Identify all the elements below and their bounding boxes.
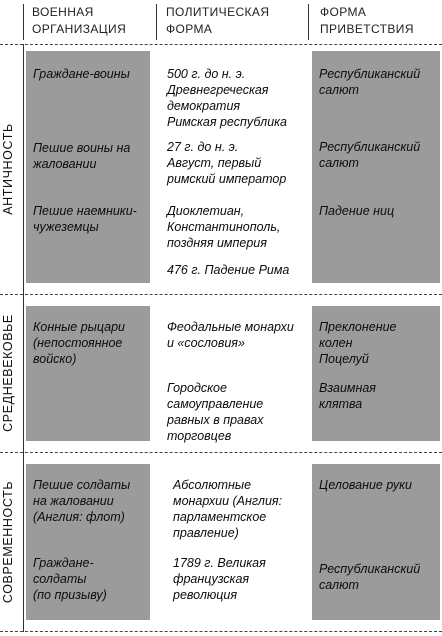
greeting-entry: Республиканский салют: [319, 140, 421, 170]
header-separator: [23, 4, 24, 40]
military-entry: Конные рыцари (непостоянное войско): [33, 320, 125, 366]
row-label-modern: СОВРЕМЕННОСТЬ: [1, 480, 16, 604]
header-political-form: ПОЛИТИЧЕСКАЯ ФОРМА: [166, 5, 270, 36]
row-label-separator: [23, 44, 24, 632]
political-entry: Феодальные монархи и «сословия»: [167, 320, 294, 350]
greeting-entry: Падение ниц: [319, 204, 395, 218]
military-entry: Пешие солдаты на жаловании (Англия: флот): [33, 478, 131, 524]
political-entry: Городское самоуправление равных в правах торговцев: [167, 381, 264, 443]
political-entry: 27 г. до н. э. Август, первый римский император: [167, 140, 287, 186]
military-entry: Пешие наемники- чужеземцы: [33, 204, 137, 234]
header-greeting-form: ФОРМА ПРИВЕТСТВИЯ: [320, 5, 414, 36]
greeting-entry: Республиканский салют: [319, 67, 421, 97]
row-divider: [0, 631, 442, 632]
row-divider: [0, 294, 442, 295]
political-entry: 476 г. Падение Рима: [167, 263, 290, 277]
political-entry: Диоклетиан, Константинополь, поздняя империя: [167, 204, 281, 250]
greeting-entry: Преклонение колен Поцелуй: [319, 320, 397, 366]
header-separator: [156, 4, 157, 40]
military-entry: Граждане-воины: [33, 67, 130, 81]
greeting-entry: Республиканский салют: [319, 562, 421, 592]
row-label-antiquity: АНТИЧНОСТЬ: [1, 123, 15, 215]
header-separator: [308, 4, 309, 40]
header-military-organization: ВОЕННАЯ ОРГАНИЗАЦИЯ: [32, 5, 127, 36]
political-entry: Абсолютные монархии (Англия: парламентское правление): [173, 478, 283, 540]
greeting-entry: Целование руки: [319, 478, 412, 492]
military-entry: Пешие воины на жаловании: [33, 141, 131, 171]
greeting-entry: Взаимная клятва: [319, 381, 376, 411]
military-entry: Граждане- солдаты (по призыву): [33, 556, 107, 602]
row-label-middle-ages: СРЕДНЕВЕКОВЬЕ: [1, 314, 15, 432]
row-divider: [0, 452, 442, 453]
political-entry: 1789 г. Великая французская революция: [173, 556, 266, 602]
row-divider: [0, 44, 442, 45]
political-entry: 500 г. до н. э. Древнегреческая демократия Римская республика: [167, 67, 288, 129]
